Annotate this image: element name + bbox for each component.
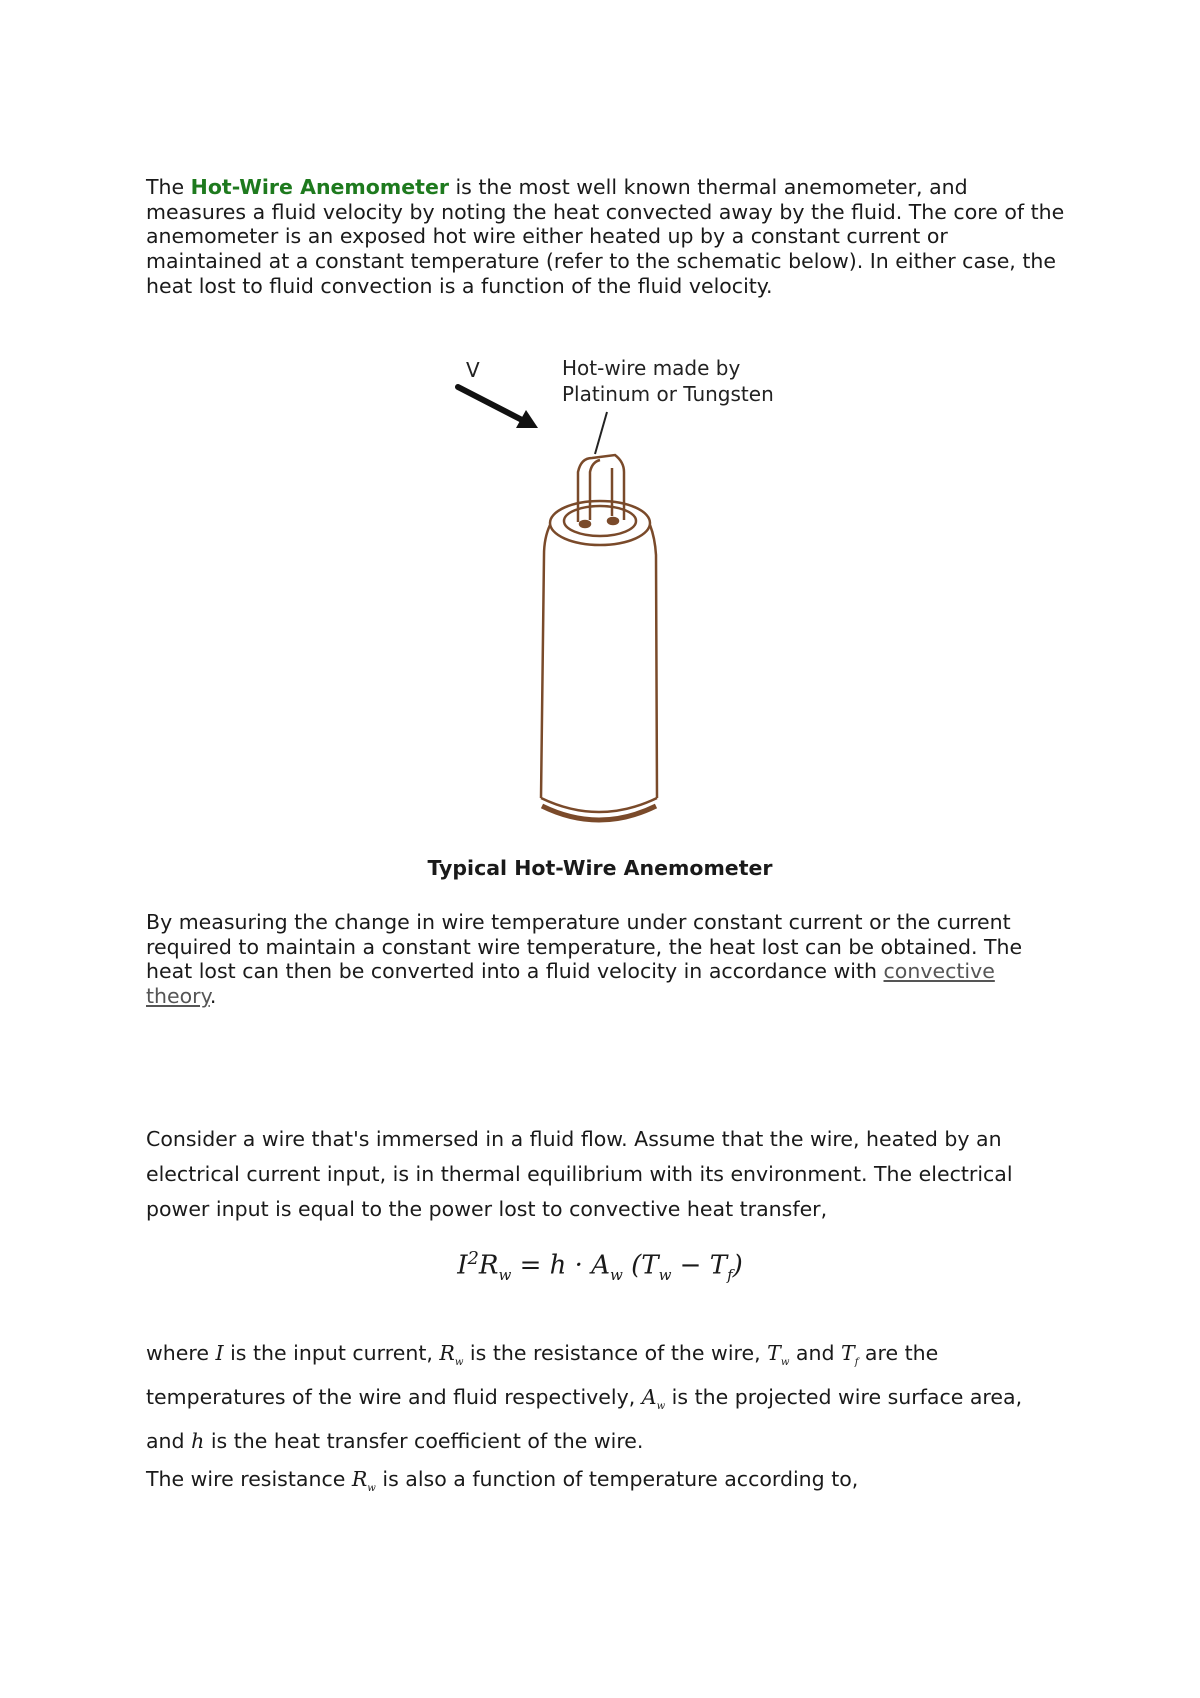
anemometer-figure	[440, 350, 800, 850]
intro-lead: The	[146, 175, 191, 199]
measurement-text: By measuring the change in wire temperature under constant current or the current required to maintain a constant wire temperature, the heat lost can be obtained. The heat lost can then be converted into a fluid velocity in accordance with	[146, 910, 1023, 984]
hot-wire-term: Hot-Wire Anemometer	[190, 175, 449, 199]
wire-pointer-line	[595, 412, 607, 454]
convective-theory-link[interactable]: convective theory	[146, 959, 995, 1009]
where-paragraph: where I is the input current, $R_w$ is the resistance of the wire, $T_w$ and $T_f$ are the temperatures of the wire and fluid respectively, $A_w$ is the projected wire surface area, and h is the heat transfer coefficient of the wire.	[146, 1341, 1023, 1454]
measurement-paragraph	[146, 910, 1066, 1009]
resistance-paragraph: The wire resistance $R_w$ is also a function of temperature according to,	[146, 1467, 859, 1495]
probe-body-icon	[541, 455, 657, 820]
intro-rest: is the most well known thermal anemometer, and measures a fluid velocity by noting the heat convected away by the fluid. The core of the anemometer is an exposed hot wire either heated up by a constant current or maintained at a constant temperature (refer to the schematic below). In either case, the heat lost to fluid convection is a function of the fluid velocity.	[146, 175, 1065, 298]
consider-paragraph: Consider a wire that's immersed in a fluid flow. Assume that the wire, heated by an electrical current input, is in thermal equilibrium with its environment. The electrical power input is equal to the power lost to convective heat transfer,	[146, 1127, 1013, 1221]
measurement-end: .	[209, 984, 217, 1009]
wire-label-line2: Platinum or Tungsten	[562, 382, 774, 406]
velocity-label: V	[466, 358, 480, 382]
intro-paragraph	[146, 175, 1066, 299]
figure-caption: Typical Hot-Wire Anemometer	[427, 856, 773, 880]
velocity-arrow-icon	[458, 387, 538, 428]
power-balance-equation: $I^2R_w = h \cdot A_w$ $(T_w - T_f)$	[457, 1248, 743, 1284]
wire-label-line1: Hot-wire made by	[562, 356, 741, 380]
